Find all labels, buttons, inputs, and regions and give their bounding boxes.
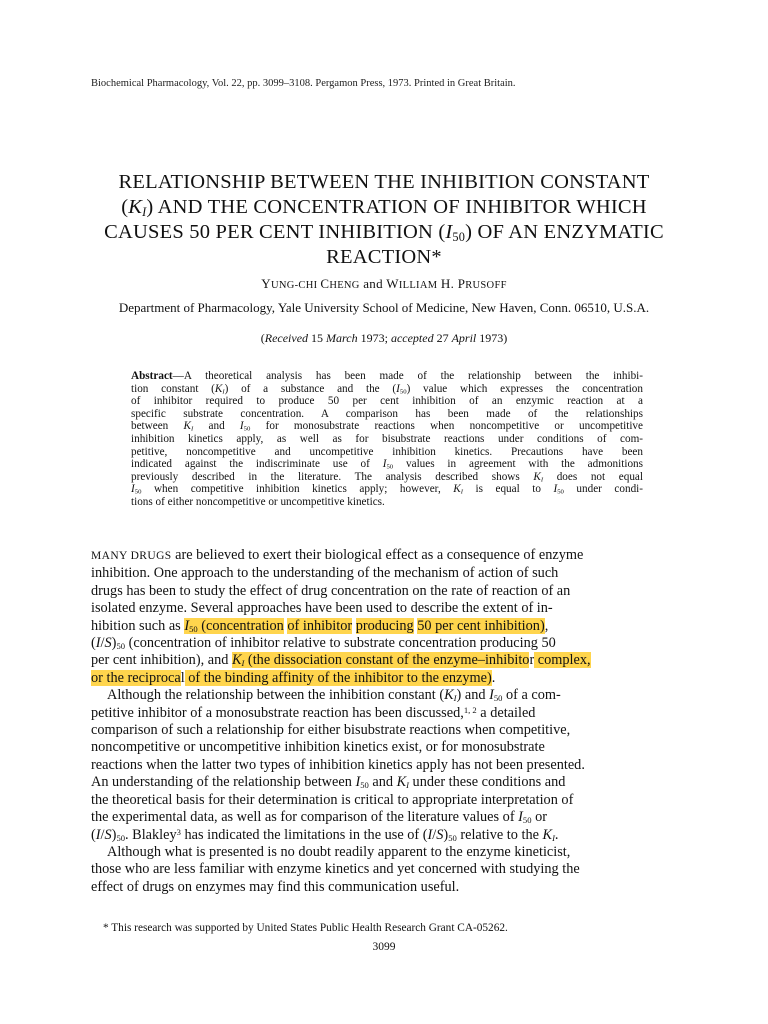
title-line-2: $(K_I)$ AND THE CONCENTRATION OF INHIBITOR WHICH (121, 196, 647, 220)
abstract-line: inhibition kinetics apply, as well as for bisubstrate reactions under conditions of com- (131, 432, 643, 445)
body-line: or the reciprocal of the binding affinity of the inhibitor to the enzyme). (91, 669, 496, 686)
affiliation: Department of Pharmacology, Yale University School of Medicine, New Haven, Conn. 06510, U.S.A. (118, 300, 650, 315)
body-line: Although the relationship between the inhibition constant $(K_I)$ and $I_{50}$ of a com- (107, 687, 561, 704)
abstract-line: specific substrate concentration. A comparison has been made of the relationships (131, 407, 643, 420)
page-number: 3099 (372, 941, 396, 953)
body-line: reactions when the latter two types of inhibition kinetics apply has not been presented. (91, 756, 585, 773)
body-line: petitive inhibitor of a monosubstrate reaction has been discussed,$^{1, 2}$ a detailed (91, 704, 536, 721)
body-line: effect of drugs on enzymes may find this communication useful. (91, 878, 460, 895)
body-line: $(I/S)_{50}$. Blakley$^3$ has indicated the limitations in the use of $(I/S)_{50}$ relative to the $K_I$. (91, 826, 559, 843)
abstract-line: tion constant $(K_I)$ of a substance and the $(I_{50})$ value which expresses the concentration (131, 382, 643, 396)
body-line: those who are less familiar with enzyme kinetics and yet concerned with studying the (91, 861, 580, 878)
body-line: inhibition. One approach to the understanding of the mechanism of action of such (91, 565, 559, 582)
authors: YUNG-CHI CHENG and WILLIAM H. PRUSOFF (261, 276, 507, 291)
title-line-4: REACTION* (326, 246, 442, 268)
abstract (131, 370, 643, 509)
highlight: producing (355, 617, 414, 634)
abstract-line: indicated against the indiscriminate use of $I_{50}$ values in agreement with the admonitions (131, 458, 643, 471)
abstract-line: tions of either noncompetitive or uncompetitive kinetics. (131, 495, 385, 508)
received-dates: (Received 15 March 1973; accepted 27 April 1973) (260, 331, 508, 345)
title-line-3: CAUSES 50 PER CENT INHIBITION $(I_{50})$ OF AN ENZYMATIC (104, 221, 664, 245)
abstract-line: petitive, noncompetitive and uncompetitive inhibition kinetics. Precautions have been (131, 445, 643, 458)
body-line: Although what is presented is no doubt readily apparent to the enzyme kineticist, (107, 843, 571, 860)
footnote: * This research was supported by United States Public Health Research Grant CA-05262. (103, 922, 508, 934)
highlight: $K_I$ (the dissociation constant of the enzyme–inhibito (231, 652, 530, 669)
body-line: noncompetitive or uncompetitive inhibition kinetics exist, or for monosubstrate (91, 739, 545, 756)
body-line: MANY DRUGS are believed to exert their biological effect as a consequence of enzyme (91, 547, 584, 563)
highlight: of the binding affinity of the inhibitor to the enzyme) (184, 669, 492, 686)
body-line: per cent inhibition), and $K_I$ (the dissociation constant of the enzyme–inhibitor complex, (91, 652, 591, 669)
body-text (91, 547, 684, 896)
abstract-line: of inhibitor required to produce 50 per cent inhibition of an enzymic reaction at a (131, 395, 643, 408)
body-line: comparison of such a relationship for either bisubstrate reactions when competitive, (91, 722, 571, 739)
title-line-1: RELATIONSHIP BETWEEN THE INHIBITION CONSTANT (118, 171, 650, 193)
highlight: $I_{50}$ (concentration (184, 617, 284, 634)
body-line: hibition such as $I_{50}$ (concentration of inhibitor producing 50 per cent inhibition), (91, 617, 549, 634)
body-line: drugs has been to study the effect of drug concentration on the rate of reaction of an (91, 582, 571, 599)
body-line: $(I/S)_{50}$ (concentration of inhibitor relative to substrate concentration producing 50 (91, 635, 556, 652)
paper-title (70, 170, 698, 270)
journal-citation: Biochemical Pharmacology, Vol. 22, pp. 3099–3108. Pergamon Press, 1973. Printed in Great Britain. (91, 78, 516, 89)
highlight: of inhibitor (287, 617, 353, 634)
highlight: complex, (534, 652, 591, 669)
body-line: isolated enzyme. Several approaches have been used to describe the extent of in- (91, 600, 553, 617)
abstract-line: previously described in the literature. The analysis described shows $K_I$ does not equal (131, 470, 643, 484)
highlight: 50 per cent inhibition) (417, 617, 545, 634)
abstract-line: between $K_I$ and $I_{50}$ for monosubstrate reactions when noncompetitive or uncompetitive (131, 420, 643, 434)
highlight: or the reciproca (91, 669, 181, 686)
abstract-line: $I_{50}$ when competitive inhibition kinetics apply; however, $K_I$ is equal to $I_{50}$ under condi- (131, 483, 643, 497)
body-line: An understanding of the relationship between $I_{50}$ and $K_I$ under these conditions and (91, 774, 566, 791)
body-line: the theoretical basis for their determination is critical to appropriate interpretation of (91, 791, 574, 808)
abstract-line: Abstract—A theoretical analysis has been made of the relationship between the inhibi- (131, 370, 643, 382)
body-line: the experimental data, as well as for comparison of the literature values of $I_{50}$ or (91, 809, 547, 826)
abstract-label: Abstract (131, 370, 173, 382)
